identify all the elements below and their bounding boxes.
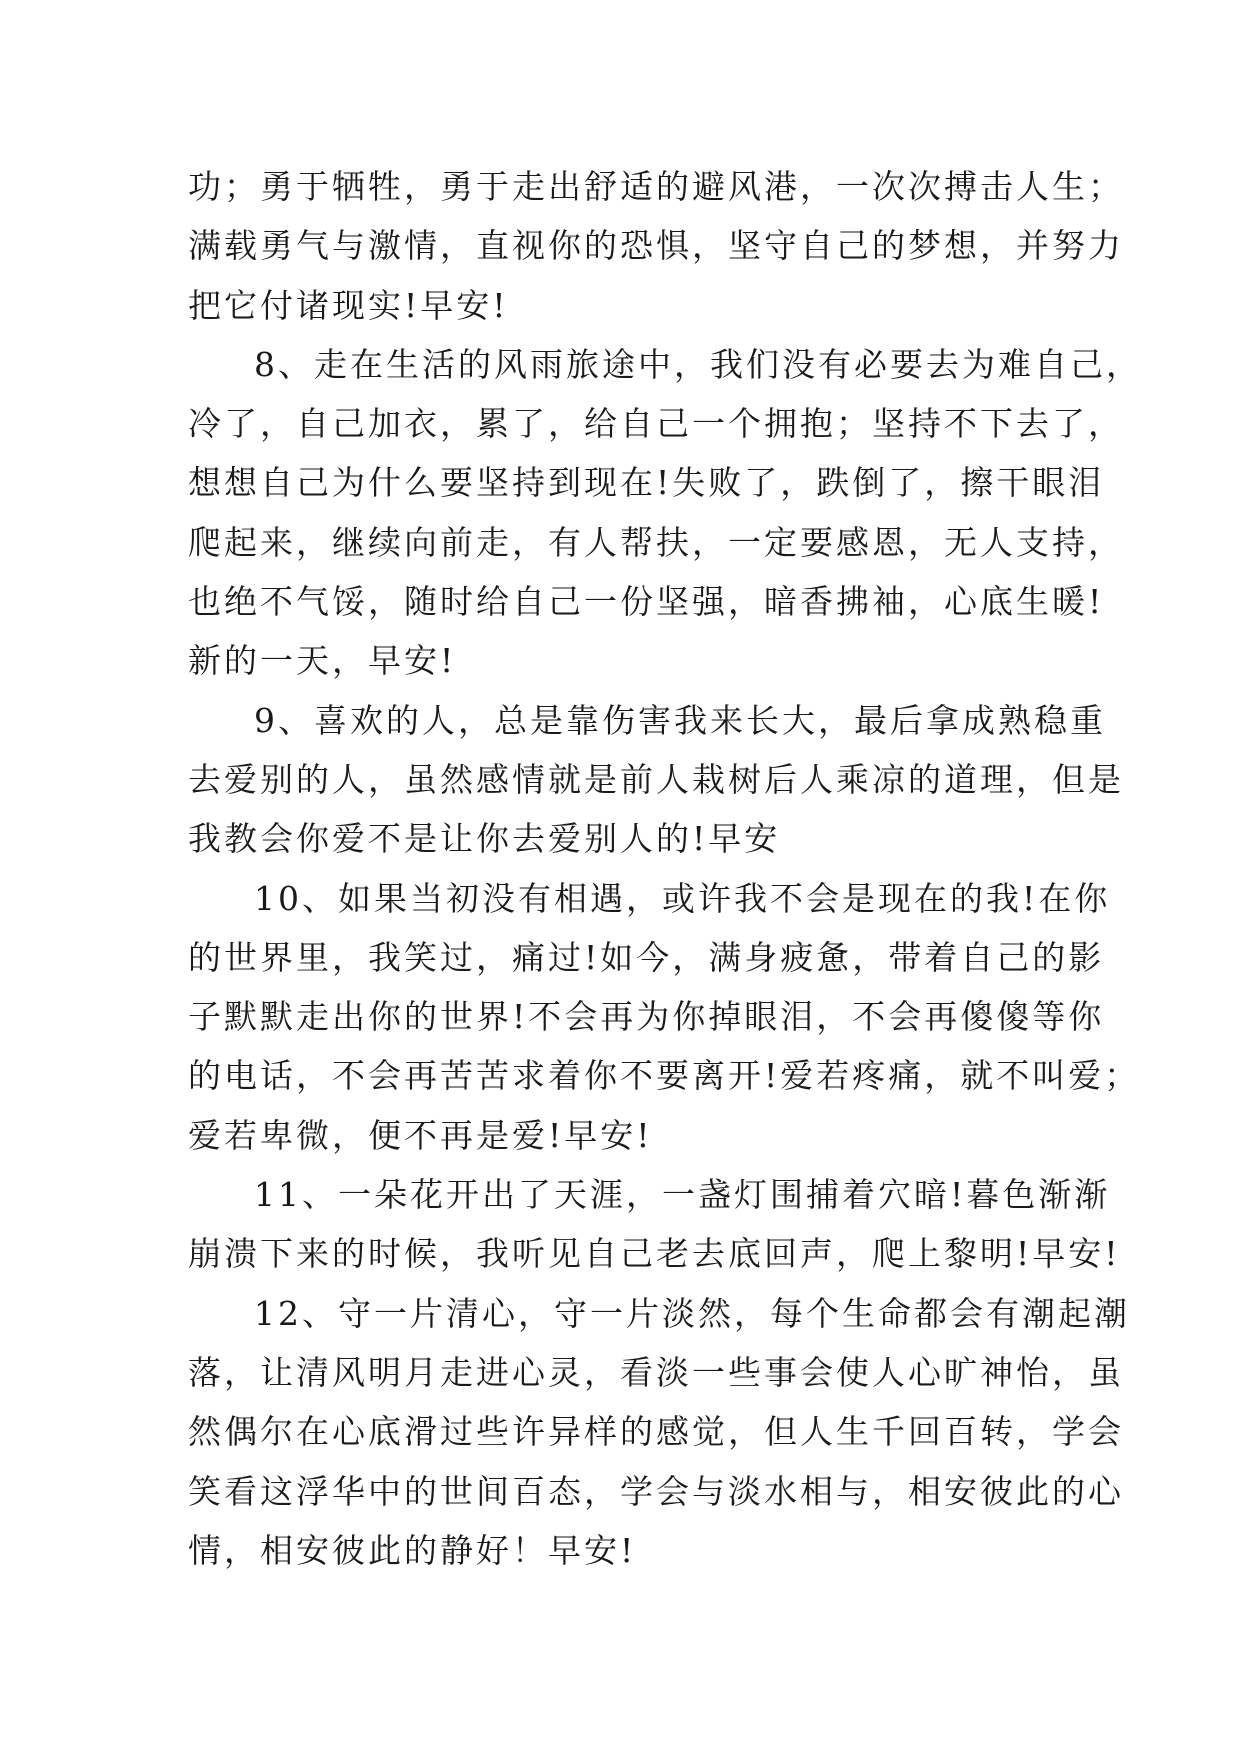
text-line: 想想自己为什么要坚持到现在!失败了，跌倒了，擦干眼泪 (188, 463, 1105, 503)
text-line: 爱若卑微，便不再是爱!早安! (188, 1115, 653, 1155)
body-text (188, 157, 1142, 1580)
text-line: 笑看这浮华中的世间百态，学会与淡水相与，相安彼此的心 (188, 1471, 1124, 1511)
text-line: 把它付诸现实!早安! (188, 285, 509, 325)
paragraph-first-line: 10、如果当初没有相遇，或许我不会是现在的我!在你 (254, 878, 1111, 918)
text-line: 子默默走出你的世界!不会再为你掉眼泪，不会再傻傻等你 (188, 997, 1105, 1037)
paragraph-first-line: 11、一朵花开出了天涯，一盏灯围捕着穴暗!暮色渐渐 (254, 1175, 1111, 1215)
paragraph-first-line: 8、走在生活的风雨旅途中，我们没有必要去为难自己， (254, 344, 1142, 384)
text-line: 冷了，自己加衣，累了，给自己一个拥抱；坚持不下去了， (188, 404, 1124, 444)
text-line: 我教会你爱不是让你去爱别人的!早安 (188, 819, 781, 859)
text-line: 爬起来，继续向前走，有人帮扶，一定要感恩，无人支持， (188, 522, 1124, 562)
text-line: 崩溃下来的时候，我听见自己老去底回声，爬上黎明!早安! (188, 1234, 1121, 1274)
text-line: 满载勇气与激情，直视你的恐惧，坚守自己的梦想，并努力 (188, 226, 1124, 266)
text-line: 落，让清风明月走进心灵，看淡一些事会使人心旷神怡，虽 (188, 1352, 1124, 1392)
text-line: 去爱别的人，虽然感情就是前人栽树后人乘凉的道理，但是 (188, 759, 1124, 799)
text-line: 的电话，不会再苦苦求着你不要离开!爱若疼痛，就不叫爱； (188, 1056, 1141, 1096)
text-line: 也绝不气馁，随时给自己一份坚强，暗香拂袖，心底生暖! (188, 582, 1105, 622)
paragraph-first-line: 12、守一片清心，守一片淡然，每个生命都会有潮起潮 (254, 1293, 1130, 1333)
text-line: 然偶尔在心底滑过些许异样的感觉，但人生千回百转，学会 (188, 1412, 1124, 1452)
text-line: 的世界里，我笑过，痛过!如今，满身疲惫，带着自己的影 (188, 937, 1105, 977)
text-line: 情，相安彼此的静好！早安! (188, 1530, 637, 1570)
text-line: 新的一天，早安! (188, 641, 457, 681)
paragraph-first-line: 9、喜欢的人，总是靠伤害我来长大，最后拿成熟稳重 (254, 700, 1106, 740)
text-line: 功；勇于牺牲，勇于走出舒适的避风港，一次次搏击人生； (188, 167, 1124, 206)
